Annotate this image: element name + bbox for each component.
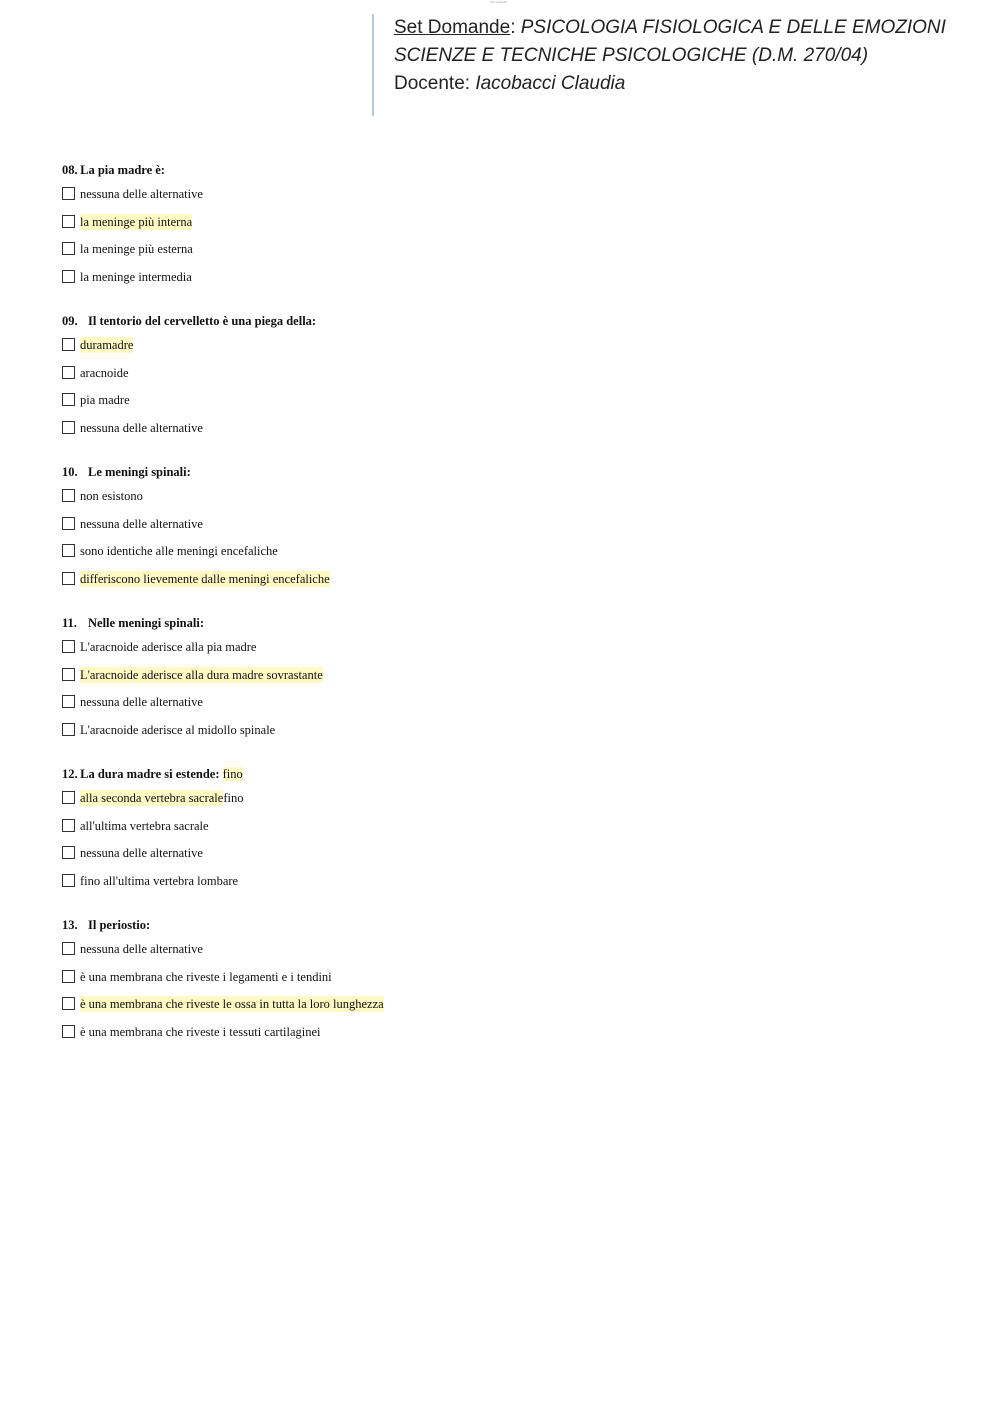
degree-line: SCIENZE E TECNICHE PSICOLOGICHE (D.M. 270/04) (394, 45, 869, 66)
answer-label: la meninge intermedia (80, 269, 192, 284)
answer-option[interactable] (62, 639, 662, 667)
answer-label: L'aracnoide aderisce al midollo spinale (80, 722, 276, 737)
answer-checkbox[interactable] (62, 489, 75, 502)
teacher-name: Iacobacci Claudia (475, 73, 626, 94)
answer-option[interactable] (62, 488, 662, 516)
answer-checkbox[interactable] (62, 572, 75, 585)
set-line (394, 14, 962, 42)
answer-checkbox[interactable] (62, 997, 75, 1010)
answer-checkbox[interactable] (62, 668, 75, 681)
question-title (62, 915, 662, 935)
answer-label: nessuna delle alternative (80, 942, 203, 956)
question-block (62, 764, 662, 900)
question-text: La pia madre è: (80, 163, 165, 177)
answer-label: la meninge più esterna (80, 242, 193, 256)
course-title: PSICOLOGIA FISIOLOGICA E DELLE EMOZIONI (520, 17, 946, 38)
answer-checkbox[interactable] (62, 846, 75, 859)
answer-label: è una membrana che riveste i legamenti e i tendini (80, 969, 332, 984)
answer-label: all'ultima vertebra sacrale (80, 818, 209, 833)
answer-option[interactable] (62, 845, 662, 873)
question-block (62, 311, 662, 447)
answer-option[interactable] (62, 186, 662, 214)
answer-label-highlighted: duramadre (80, 338, 134, 352)
answer-option[interactable] (62, 214, 662, 242)
teacher-label: Docente: (394, 73, 476, 94)
question-text: Il tentorio del cervelletto è una piega della: (88, 314, 317, 328)
answer-option[interactable] (62, 337, 662, 365)
answer-option[interactable] (62, 420, 662, 448)
answer-option[interactable] (62, 941, 662, 969)
answer-option[interactable] (62, 516, 662, 544)
answer-label: fino all'ultima vertebra lombare (80, 873, 239, 888)
answer-checkbox[interactable] (62, 640, 75, 653)
question-title (62, 764, 662, 784)
answer-label: nessuna delle alternative (80, 516, 203, 531)
question-text: Il periostio: (88, 918, 151, 932)
answer-option[interactable] (62, 1024, 662, 1052)
answer-option[interactable] (62, 241, 662, 269)
answer-checkbox[interactable] (62, 242, 75, 255)
answer-label: nessuna delle alternative (80, 695, 203, 709)
question-number: 08. (62, 163, 78, 177)
question-number: 12. (62, 767, 78, 781)
question-number: 10. (62, 465, 78, 479)
answer-option[interactable] (62, 694, 662, 722)
answer-checkbox[interactable] (62, 874, 75, 887)
set-label: Set Domande (394, 17, 511, 38)
answer-option[interactable] (62, 969, 662, 997)
question-number: 11. (62, 616, 77, 630)
answer-label-highlighted: L'aracnoide aderisce alla dura madre sovrastante (80, 667, 323, 682)
answer-checkbox[interactable] (62, 366, 75, 379)
answer-option[interactable] (62, 392, 662, 420)
answer-checkbox[interactable] (62, 970, 75, 983)
answer-option[interactable] (62, 790, 662, 818)
answer-option[interactable] (62, 873, 662, 901)
question-block (62, 462, 662, 598)
answer-option[interactable] (62, 818, 662, 846)
answer-checkbox[interactable] (62, 338, 75, 351)
answer-checkbox[interactable] (62, 215, 75, 228)
question-text-highlight: fino (222, 767, 243, 781)
answer-label: aracnoide (80, 365, 129, 380)
question-text: Le meningi spinali: (88, 465, 191, 479)
question-list (62, 160, 662, 1066)
answer-option[interactable] (62, 571, 662, 599)
question-title (62, 462, 662, 482)
question-block (62, 915, 662, 1051)
answer-checkbox[interactable] (62, 819, 75, 832)
answer-option[interactable] (62, 722, 662, 750)
answer-checkbox[interactable] (62, 421, 75, 434)
answer-label-highlighted: differiscono lievemente dalle meningi encefaliche (80, 571, 330, 586)
answer-checkbox[interactable] (62, 942, 75, 955)
answer-label: nessuna delle alternative (80, 420, 203, 435)
answer-label: non esistono (80, 489, 143, 503)
answer-label: L'aracnoide aderisce alla pia madre (80, 640, 257, 654)
answer-option[interactable] (62, 365, 662, 393)
answer-option[interactable] (62, 543, 662, 571)
answer-checkbox[interactable] (62, 791, 75, 804)
answer-checkbox[interactable] (62, 1025, 75, 1038)
answer-label: nessuna delle alternative (80, 187, 203, 201)
answer-label: sono identiche alle meningi encefaliche (80, 544, 278, 558)
teacher-line (394, 70, 962, 98)
answer-label: è una membrana che riveste i tessuti cartilaginei (80, 1024, 321, 1039)
question-number: 09. (62, 314, 78, 328)
answer-checkbox[interactable] (62, 723, 75, 736)
set-separator: : (510, 17, 521, 38)
page-top-mark: Documento (490, 0, 508, 4)
answer-label: pia madre (80, 393, 130, 407)
question-title (62, 160, 662, 180)
question-title (62, 311, 662, 331)
answer-option[interactable] (62, 269, 662, 297)
question-text: Nelle meningi spinali: (88, 616, 204, 630)
question-text: La dura madre si estende: (80, 767, 223, 781)
answer-checkbox[interactable] (62, 270, 75, 283)
question-number: 13. (62, 918, 78, 932)
question-block (62, 160, 662, 296)
answer-checkbox[interactable] (62, 187, 75, 200)
question-block (62, 613, 662, 749)
answer-checkbox[interactable] (62, 517, 75, 530)
answer-option[interactable] (62, 667, 662, 695)
answer-checkbox[interactable] (62, 393, 75, 406)
answer-label-highlighted: la meninge più interna (80, 214, 193, 229)
answer-label-highlighted: alla seconda vertebra sacrale (80, 791, 224, 805)
answer-checkbox[interactable] (62, 544, 75, 557)
answer-label-suffix: fino (223, 791, 244, 805)
answer-option[interactable] (62, 996, 662, 1024)
document-header (372, 14, 962, 116)
answer-label: nessuna delle alternative (80, 846, 203, 860)
question-title (62, 613, 662, 633)
answer-checkbox[interactable] (62, 695, 75, 708)
answer-label-highlighted: è una membrana che riveste le ossa in tutta la loro lunghezza (80, 997, 384, 1011)
